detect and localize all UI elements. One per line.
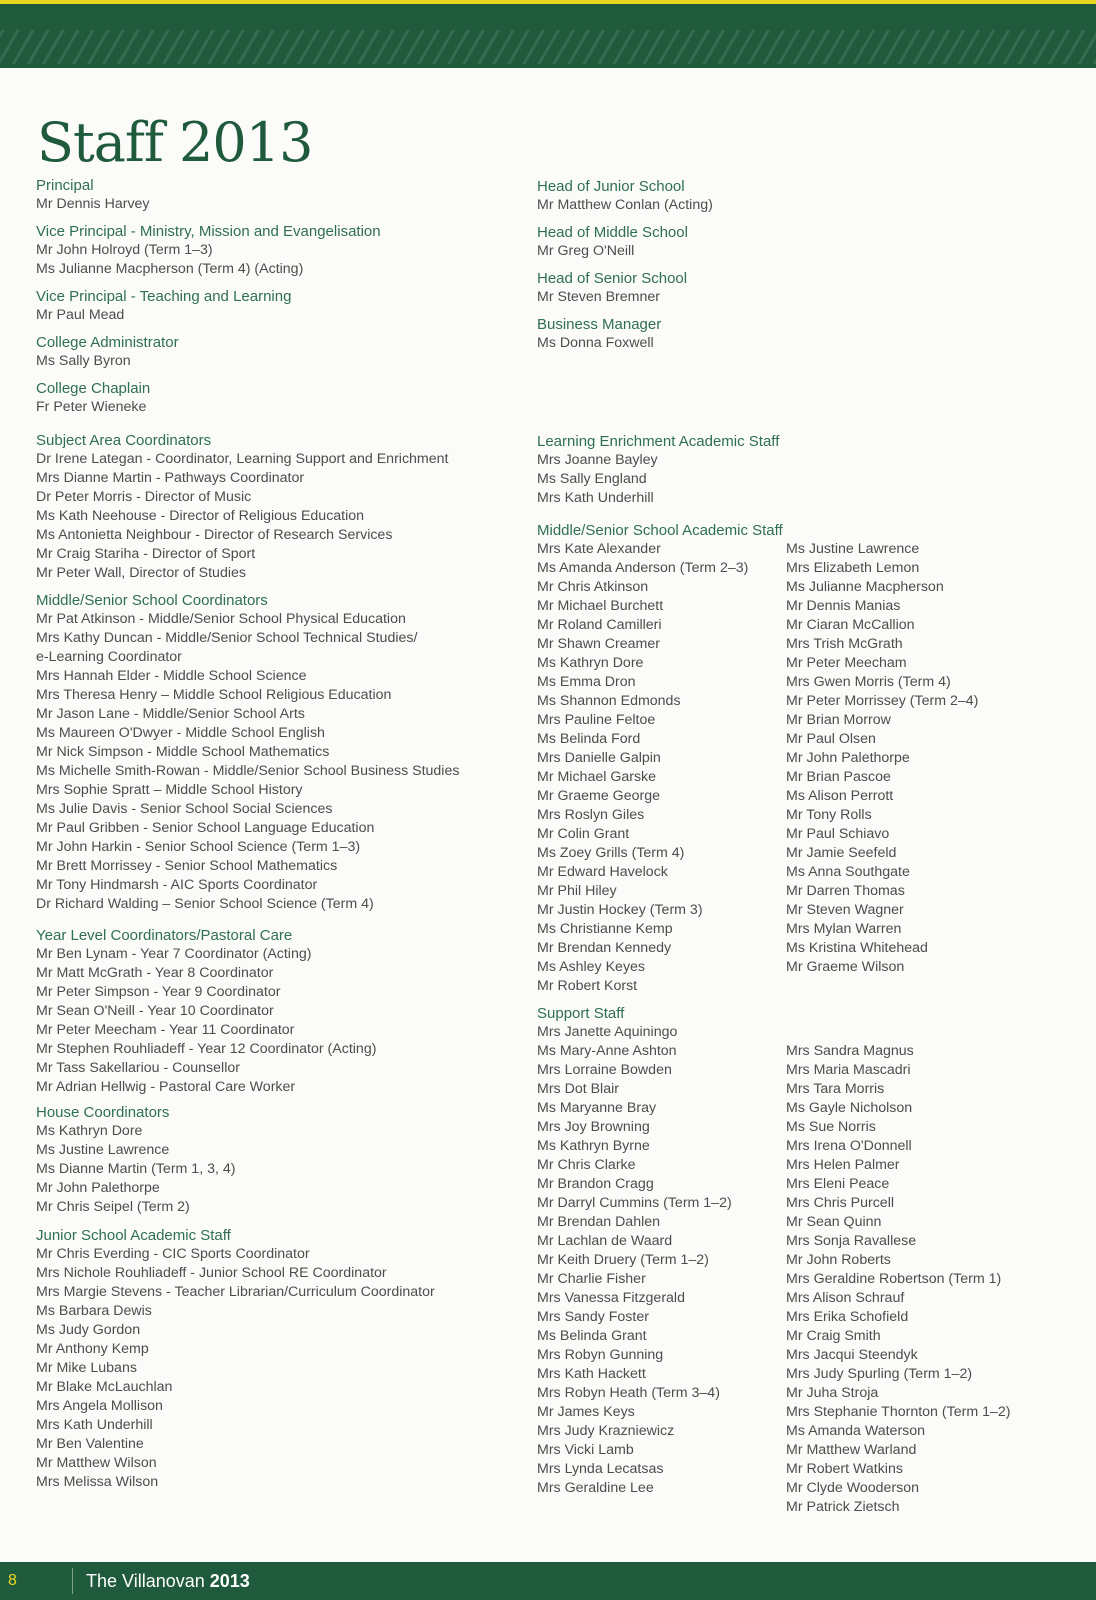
staff-name: Mrs Vicki Lamb xyxy=(537,1442,634,1458)
staff-name: Ms Julianne Macpherson (Term 4) (Acting) xyxy=(36,261,304,277)
banner-pattern xyxy=(0,30,1096,64)
staff-name: Mr Peter Morrissey (Term 2–4) xyxy=(786,693,979,709)
staff-name: Mrs Dot Blair xyxy=(537,1081,619,1097)
staff-name: Mr John Palethorpe xyxy=(786,750,910,766)
staff-name: Mr Peter Meecham - Year 11 Coordinator xyxy=(36,1022,295,1038)
staff-name: Mr Edward Havelock xyxy=(537,864,668,880)
staff-name: Mr Shawn Creamer xyxy=(537,636,660,652)
staff-name: Mr Robert Watkins xyxy=(786,1461,903,1477)
staff-name: Mr Ciaran McCallion xyxy=(786,617,915,633)
staff-name: Mr Greg O'Neill xyxy=(537,243,635,259)
staff-name: Ms Amanda Waterson xyxy=(786,1423,926,1439)
staff-name: Mrs Elizabeth Lemon xyxy=(786,560,920,576)
publication-name: The Villanovan xyxy=(86,1571,205,1591)
staff-name: Mrs Tara Morris xyxy=(786,1081,885,1097)
staff-name: Ms Kristina Whitehead xyxy=(786,940,928,956)
staff-name: Mr Brett Morrissey - Senior School Mathematics xyxy=(36,858,338,874)
staff-name: Ms Justine Lawrence xyxy=(786,541,920,557)
staff-name: Mr Paul Gribben - Senior School Language Education xyxy=(36,820,375,836)
staff-name: Mr Jamie Seefeld xyxy=(786,845,897,861)
staff-name: Mr Ben Valentine xyxy=(36,1436,144,1452)
staff-name: Mrs Judy Spurling (Term 1–2) xyxy=(786,1366,973,1382)
section-heading: Principal xyxy=(36,177,94,194)
staff-name: Mrs Mylan Warren xyxy=(786,921,902,937)
staff-name: Mrs Robyn Gunning xyxy=(537,1347,664,1363)
staff-name: Ms Christianne Kemp xyxy=(537,921,673,937)
staff-name: Mrs Hannah Elder - Middle School Science xyxy=(36,668,307,684)
staff-name: Mrs Judy Krazniewicz xyxy=(537,1423,675,1439)
staff-name: Mrs Helen Palmer xyxy=(786,1157,900,1173)
staff-name: Mr Tony Rolls xyxy=(786,807,872,823)
section-heading: Head of Senior School xyxy=(537,270,688,287)
staff-name: Ms Shannon Edmonds xyxy=(537,693,681,709)
section-heading: Vice Principal - Ministry, Mission and Evangelisation xyxy=(36,223,381,240)
staff-name: Mrs Angela Mollison xyxy=(36,1398,163,1414)
staff-name: Mr Brendan Dahlen xyxy=(537,1214,661,1230)
staff-name: Mr Peter Wall, Director of Studies xyxy=(36,565,246,581)
staff-name: Mr Juha Stroja xyxy=(786,1385,879,1401)
staff-name: Ms Maureen O'Dwyer - Middle School English xyxy=(36,725,325,741)
staff-name: Mr Graeme George xyxy=(537,788,660,804)
staff-name: Mr John Holroyd (Term 1–3) xyxy=(36,242,213,258)
staff-name: Mr Pat Atkinson - Middle/Senior School Physical Education xyxy=(36,611,406,627)
staff-name: Ms Belinda Grant xyxy=(537,1328,647,1344)
staff-name: Mrs Nichole Rouhliadeff - Junior School RE Coordinator xyxy=(36,1265,387,1281)
staff-name: Mr Keith Druery (Term 1–2) xyxy=(537,1252,709,1268)
staff-name: Mr Roland Camilleri xyxy=(537,617,662,633)
staff-name: Mr Matthew Warland xyxy=(786,1442,917,1458)
staff-name: Ms Kath Neehouse - Director of Religious Education xyxy=(36,508,365,524)
staff-name: Fr Peter Wieneke xyxy=(36,399,147,415)
staff-name: Ms Maryanne Bray xyxy=(537,1100,657,1116)
staff-name: Mr John Palethorpe xyxy=(36,1180,160,1196)
staff-name: Mr John Roberts xyxy=(786,1252,891,1268)
staff-name: Mrs Irena O'Donnell xyxy=(786,1138,912,1154)
staff-name: Mr Matthew Wilson xyxy=(36,1455,157,1471)
staff-name: Mr Paul Schiavo xyxy=(786,826,890,842)
staff-name: Ms Zoey Grills (Term 4) xyxy=(537,845,685,861)
staff-name: Ms Donna Foxwell xyxy=(537,335,654,351)
staff-name: Ms Anna Southgate xyxy=(786,864,910,880)
staff-name: Dr Peter Morris - Director of Music xyxy=(36,489,252,505)
top-banner xyxy=(0,0,1096,68)
staff-name: Mrs Alison Schrauf xyxy=(786,1290,905,1306)
staff-name: Mrs Roslyn Giles xyxy=(537,807,645,823)
staff-name: Mrs Janette Aquiningo xyxy=(537,1024,678,1040)
staff-name: Mrs Pauline Feltoe xyxy=(537,712,656,728)
staff-name: Mr Robert Korst xyxy=(537,978,638,994)
staff-name: Mrs Erika Schofield xyxy=(786,1309,909,1325)
section-heading: Learning Enrichment Academic Staff xyxy=(537,433,780,450)
staff-name: Mr Steven Wagner xyxy=(786,902,904,918)
staff-name: Mr Peter Simpson - Year 9 Coordinator xyxy=(36,984,281,1000)
page-number: 8 xyxy=(8,1572,17,1589)
staff-name: Mr James Keys xyxy=(537,1404,635,1420)
publication-year: 2013 xyxy=(209,1571,250,1591)
staff-name: Mr Blake McLauchlan xyxy=(36,1379,173,1395)
staff-name: Mr Brian Morrow xyxy=(786,712,891,728)
staff-name: Mr Brandon Cragg xyxy=(537,1176,654,1192)
section-heading: House Coordinators xyxy=(36,1104,170,1121)
page-title: Staff 2013 xyxy=(37,111,313,174)
staff-name: Mrs Kath Underhill xyxy=(36,1417,153,1433)
staff-name: Mr Craig Smith xyxy=(786,1328,881,1344)
staff-name: Mrs Kate Alexander xyxy=(537,541,661,557)
staff-name: Mrs Sandra Magnus xyxy=(786,1043,914,1059)
section-heading: College Administrator xyxy=(36,334,179,351)
staff-name: Mr Jason Lane - Middle/Senior School Arts xyxy=(36,706,305,722)
staff-name: Mr Patrick Zietsch xyxy=(786,1499,900,1515)
staff-name: Mr Chris Clarke xyxy=(537,1157,636,1173)
staff-name: Ms Justine Lawrence xyxy=(36,1142,170,1158)
section-heading: Support Staff xyxy=(537,1005,625,1022)
staff-name: Ms Sue Norris xyxy=(786,1119,876,1135)
staff-name: Mr Matt McGrath - Year 8 Coordinator xyxy=(36,965,274,981)
section-heading: Business Manager xyxy=(537,316,662,333)
section-heading: College Chaplain xyxy=(36,380,151,397)
staff-name: Mr Chris Seipel (Term 2) xyxy=(36,1199,190,1215)
staff-name: Mr Dennis Manias xyxy=(786,598,901,614)
staff-name: Ms Kathryn Dore xyxy=(537,655,644,671)
staff-name: Dr Irene Lategan - Coordinator, Learning Support and Enrichment xyxy=(36,451,449,467)
footer-divider xyxy=(72,1568,73,1594)
staff-name: Ms Antonietta Neighbour - Director of Research Services xyxy=(36,527,393,543)
staff-name: Mrs Eleni Peace xyxy=(786,1176,890,1192)
staff-name: Mrs Joy Browning xyxy=(537,1119,650,1135)
staff-name: Mrs Sophie Spratt – Middle School History xyxy=(36,782,303,798)
staff-name: Ms Julie Davis - Senior School Social Sciences xyxy=(36,801,333,817)
staff-name: Mrs Lorraine Bowden xyxy=(537,1062,672,1078)
staff-name: Mr Graeme Wilson xyxy=(786,959,905,975)
section-heading: Junior School Academic Staff xyxy=(36,1227,231,1244)
staff-name: Mrs Theresa Henry – Middle School Religious Education xyxy=(36,687,392,703)
section-heading: Middle/Senior School Coordinators xyxy=(36,592,268,609)
staff-name: Mr Craig Stariha - Director of Sport xyxy=(36,546,256,562)
staff-name: Ms Kathryn Byrne xyxy=(537,1138,650,1154)
staff-name: Mr Stephen Rouhliadeff - Year 12 Coordinator (Acting) xyxy=(36,1041,377,1057)
staff-name: Mrs Jacqui Steendyk xyxy=(786,1347,918,1363)
staff-name: Mr Dennis Harvey xyxy=(36,196,150,212)
staff-name: Mrs Margie Stevens - Teacher Librarian/Curriculum Coordinator xyxy=(36,1284,435,1300)
staff-name: Mr Brian Pascoe xyxy=(786,769,891,785)
staff-name: Mr Paul Olsen xyxy=(786,731,876,747)
staff-name: Mr Brendan Kennedy xyxy=(537,940,672,956)
staff-name: Ms Gayle Nicholson xyxy=(786,1100,913,1116)
staff-name: Mr Darryl Cummins (Term 1–2) xyxy=(537,1195,732,1211)
staff-name: Ms Sally Byron xyxy=(36,353,131,369)
staff-name: e-Learning Coordinator xyxy=(36,649,182,665)
staff-name: Mr Ben Lynam - Year 7 Coordinator (Acting) xyxy=(36,946,312,962)
staff-name: Mr Sean O'Neill - Year 10 Coordinator xyxy=(36,1003,274,1019)
staff-name: Mr Adrian Hellwig - Pastoral Care Worker xyxy=(36,1079,296,1095)
staff-name: Mr Lachlan de Waard xyxy=(537,1233,673,1249)
staff-name: Mr Matthew Conlan (Acting) xyxy=(537,197,713,213)
staff-name: Mrs Joanne Bayley xyxy=(537,452,658,468)
staff-name: Mr Nick Simpson - Middle School Mathematics xyxy=(36,744,330,760)
staff-name: Mrs Geraldine Robertson (Term 1) xyxy=(786,1271,1002,1287)
staff-name: Mr Darren Thomas xyxy=(786,883,905,899)
staff-name: Mrs Lynda Lecatsas xyxy=(537,1461,664,1477)
staff-name: Ms Ashley Keyes xyxy=(537,959,646,975)
staff-name: Mrs Danielle Galpin xyxy=(537,750,661,766)
staff-name: Ms Barbara Dewis xyxy=(36,1303,152,1319)
staff-name: Ms Alison Perrott xyxy=(786,788,894,804)
staff-name: Ms Julianne Macpherson xyxy=(786,579,944,595)
staff-name: Mr Michael Burchett xyxy=(537,598,664,614)
staff-name: Dr Richard Walding – Senior School Science (Term 4) xyxy=(36,896,374,912)
staff-name: Mrs Geraldine Lee xyxy=(537,1480,654,1496)
staff-name: Mr Colin Grant xyxy=(537,826,630,842)
staff-name: Mr Anthony Kemp xyxy=(36,1341,149,1357)
section-heading: Vice Principal - Teaching and Learning xyxy=(36,288,292,305)
section-heading: Head of Junior School xyxy=(537,178,685,195)
section-heading: Year Level Coordinators/Pastoral Care xyxy=(36,927,293,944)
staff-name: Ms Judy Gordon xyxy=(36,1322,141,1338)
staff-name: Mrs Dianne Martin - Pathways Coordinator xyxy=(36,470,305,486)
staff-name: Mrs Kathy Duncan - Middle/Senior School Technical Studies/ xyxy=(36,630,418,646)
staff-name: Mrs Trish McGrath xyxy=(786,636,903,652)
publication-title xyxy=(86,1569,250,1593)
staff-name: Mr John Harkin - Senior School Science (Term 1–3) xyxy=(36,839,361,855)
staff-name: Mr Clyde Wooderson xyxy=(786,1480,919,1496)
staff-name: Mr Chris Atkinson xyxy=(537,579,649,595)
section-heading: Head of Middle School xyxy=(537,224,688,241)
staff-name: Ms Emma Dron xyxy=(537,674,636,690)
staff-name: Mr Charlie Fisher xyxy=(537,1271,646,1287)
staff-name: Mr Mike Lubans xyxy=(36,1360,137,1376)
staff-name: Mrs Robyn Heath (Term 3–4) xyxy=(537,1385,720,1401)
staff-name: Mrs Sandy Foster xyxy=(537,1309,649,1325)
section-heading: Middle/Senior School Academic Staff xyxy=(537,522,783,539)
staff-name: Mr Tony Hindmarsh - AIC Sports Coordinator xyxy=(36,877,318,893)
section-heading: Subject Area Coordinators xyxy=(36,432,212,449)
staff-name: Mrs Gwen Morris (Term 4) xyxy=(786,674,951,690)
staff-name: Mr Sean Quinn xyxy=(786,1214,882,1230)
staff-name: Mr Phil Hiley xyxy=(537,883,617,899)
staff-name: Ms Sally England xyxy=(537,471,647,487)
staff-name: Ms Michelle Smith-Rowan - Middle/Senior School Business Studies xyxy=(36,763,460,779)
staff-name: Mrs Sonja Ravallese xyxy=(786,1233,917,1249)
staff-name: Mrs Kath Hackett xyxy=(537,1366,646,1382)
staff-name: Mr Justin Hockey (Term 3) xyxy=(537,902,703,918)
staff-name: Mrs Maria Mascadri xyxy=(786,1062,911,1078)
staff-name: Mr Michael Garske xyxy=(537,769,657,785)
staff-name: Ms Kathryn Dore xyxy=(36,1123,143,1139)
staff-name: Mrs Vanessa Fitzgerald xyxy=(537,1290,685,1306)
staff-name: Ms Amanda Anderson (Term 2–3) xyxy=(537,560,749,576)
footer-bar xyxy=(0,1562,1096,1600)
staff-name: Ms Dianne Martin (Term 1, 3, 4) xyxy=(36,1161,236,1177)
staff-name: Mrs Kath Underhill xyxy=(537,490,654,506)
staff-name: Mrs Chris Purcell xyxy=(786,1195,894,1211)
staff-name: Ms Mary-Anne Ashton xyxy=(537,1043,677,1059)
staff-name: Mr Peter Meecham xyxy=(786,655,907,671)
staff-name: Mr Tass Sakellariou - Counsellor xyxy=(36,1060,240,1076)
staff-name: Ms Belinda Ford xyxy=(537,731,641,747)
staff-name: Mr Paul Mead xyxy=(36,307,125,323)
staff-name: Mr Steven Bremner xyxy=(537,289,660,305)
staff-name: Mrs Stephanie Thornton (Term 1–2) xyxy=(786,1404,1011,1420)
staff-name: Mr Chris Everding - CIC Sports Coordinator xyxy=(36,1246,310,1262)
staff-name: Mrs Melissa Wilson xyxy=(36,1474,159,1490)
